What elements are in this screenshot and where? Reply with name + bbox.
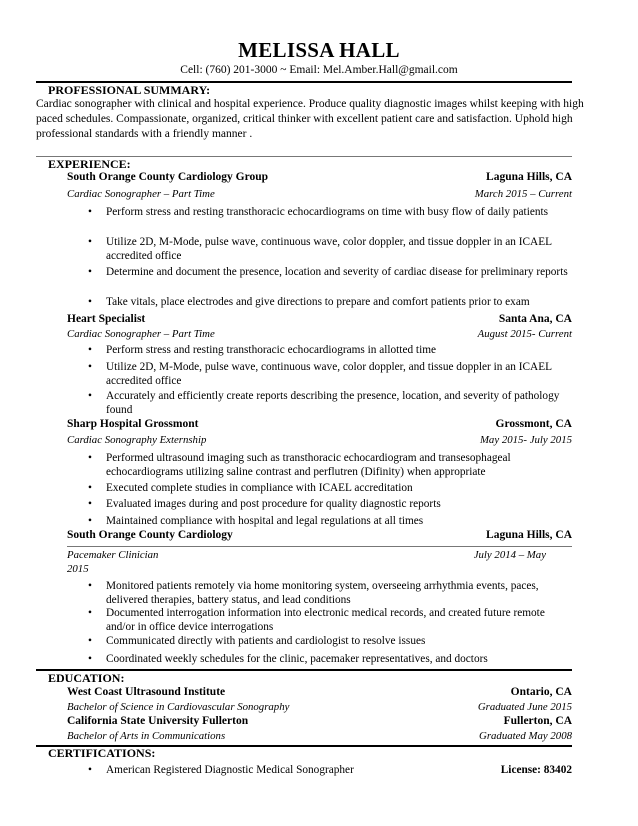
job-location: Laguna Hills, CA <box>486 171 572 183</box>
employer: Heart Specialist <box>67 313 146 325</box>
list-item: • Take vitals, place electrodes and give directions to prepare and comfort patients prior to exam <box>88 296 530 308</box>
school-name: California State University Fullerton <box>67 715 249 727</box>
job-dates: March 2015 – Current <box>474 188 572 200</box>
list-item: • Utilize 2D, M-Mode, pulse wave, continuous wave, color doppler, and tissue doppler in an ICAEL accredited office <box>88 361 552 387</box>
list-item: • Maintained compliance with hospital and legal regulations at all times <box>88 515 424 527</box>
education-title: EDUCATION: <box>48 671 125 685</box>
degree-row <box>67 730 572 742</box>
job-location: Laguna Hills, CA <box>486 529 572 541</box>
list-item: • Perform stress and resting transthoracic echocardiograms on time with busy flow of daily patients <box>88 206 549 218</box>
license-number: License: 83402 <box>500 764 572 776</box>
contact-info: Cell: (760) 201-3000 ~ Email: Mel.Amber.Hall@gmail.com <box>180 64 458 76</box>
job-divider <box>67 546 572 547</box>
job-location: Santa Ana, CA <box>498 313 572 325</box>
certification-name: American Registered Diagnostic Medical Sonographer <box>106 764 354 776</box>
list-item: • Coordinated weekly schedules for the clinic, pacemaker representatives, and doctors <box>88 653 488 665</box>
school-name: West Coast Ultrasound Institute <box>67 686 226 698</box>
school-header <box>67 715 572 727</box>
list-item: • Executed complete studies in compliance with ICAEL accreditation <box>88 482 413 494</box>
summary-title: PROFESSIONAL SUMMARY: <box>48 83 211 97</box>
employer: South Orange County Cardiology Group <box>67 171 269 183</box>
list-item: • Evaluated images during and post procedure for quality diagnostic reports <box>88 498 441 510</box>
job-header <box>67 313 572 325</box>
list-item: • Documented interrogation information into electronic medical records, and created future remote and/or in office device interrogations <box>88 607 545 633</box>
job-role-row <box>67 328 572 340</box>
job-location: Grossmont, CA <box>495 418 572 430</box>
list-item: • Communicated directly with patients and cardiologist to resolve issues <box>88 635 426 647</box>
graduation-date: Graduated May 2008 <box>479 730 572 742</box>
job-header <box>67 529 572 541</box>
degree: Bachelor of Arts in Communications <box>67 730 226 742</box>
job-dates: July 2014 – May <box>473 549 546 561</box>
job-header <box>67 418 572 430</box>
job-role-row <box>67 188 572 200</box>
job-role-row <box>67 434 572 446</box>
job-role: Cardiac Sonography Externship <box>67 434 207 446</box>
school-location: Fullerton, CA <box>503 715 572 727</box>
school-location: Ontario, CA <box>510 686 572 698</box>
job-role: Cardiac Sonographer – Part Time <box>67 328 215 340</box>
certifications-title: CERTIFICATIONS: <box>48 746 156 760</box>
job-dates: May 2015- July 2015 <box>479 434 572 446</box>
job-dates-continued: 2015 <box>67 563 89 575</box>
degree: Bachelor of Science in Cardiovascular Sonography <box>67 701 290 713</box>
job-header <box>67 171 572 183</box>
experience-title: EXPERIENCE: <box>48 157 131 171</box>
list-item: • Utilize 2D, M-Mode, pulse wave, continuous wave, color doppler, and tissue doppler in an ICAEL accredited office <box>88 236 552 262</box>
degree-row <box>67 701 572 713</box>
employer: South Orange County Cardiology <box>67 529 233 541</box>
school-header <box>67 686 572 698</box>
list-item: • American Registered Diagnostic Medical Sonographer License: 83402 <box>88 764 572 776</box>
resume-name: MELISSA HALL <box>238 38 400 62</box>
summary-text: Cardiac sonographer with clinical and hospital experience. Produce quality diagnostic images whilst keeping with high paced schedules. Compassionate, organized, critical thinker with excellent patient care and satisfaction. Uphold high professional standards with a friendly manner . <box>36 98 584 140</box>
job-role: Pacemaker Clinician <box>67 549 159 561</box>
list-item: • Perform stress and resting transthoracic echocardiograms in allotted time <box>88 344 437 356</box>
job-role-row <box>67 549 572 561</box>
job-role: Cardiac Sonographer – Part Time <box>67 188 215 200</box>
list-item: • Monitored patients remotely via home monitoring system, overseeing arrhythmia events, paces, delivered therapies, battery status, and lead conditions <box>88 580 539 606</box>
list-item: • Performed ultrasound imaging such as transthoracic echocardiogram and transesophageal echocardiograms utilizing saline contrast and perflutren (Difinity) when appropriate <box>88 452 511 478</box>
employer: Sharp Hospital Grossmont <box>67 418 199 430</box>
list-item: • Accurately and efficiently create reports describing the presence, location, and severity of pathology found <box>88 390 560 416</box>
list-item: • Determine and document the presence, location and severity of cardiac disease for preliminary reports <box>88 266 568 278</box>
graduation-date: Graduated June 2015 <box>477 701 572 713</box>
job-dates: August 2015- Current <box>477 328 572 340</box>
